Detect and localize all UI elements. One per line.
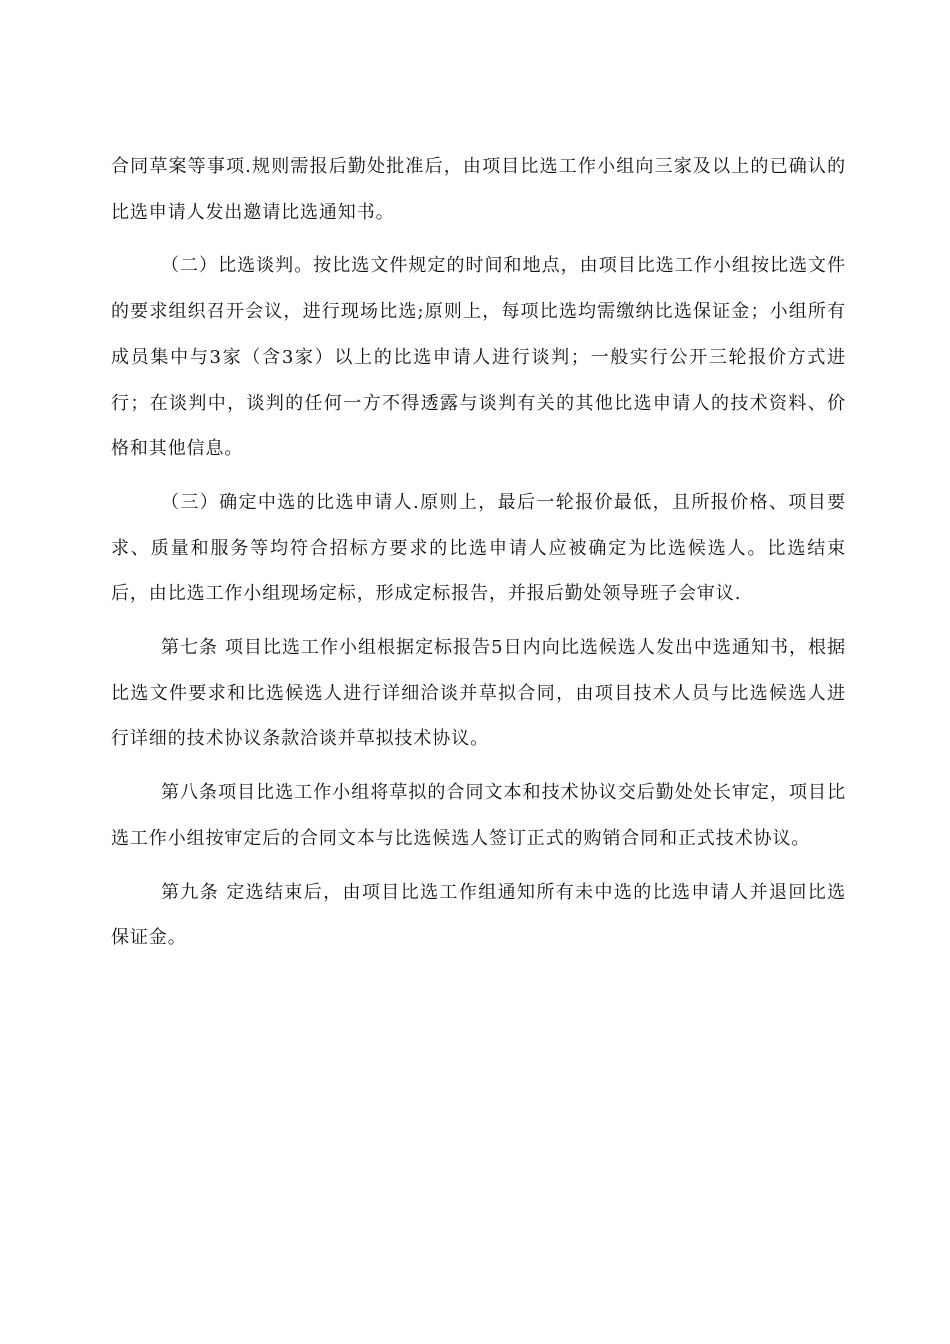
paragraph-article-7: 第七条 项目比选工作小组根据定标报告5日内向比选候选人发出中选通知书，根据比选文件要求和比选候选人进行详细洽谈并草拟合同，由项目技术人员与比选候选人进行详细的技术协议条款洽谈并草拟技术协议。 bbox=[111, 637, 846, 750]
paragraph-continuation: 合同草案等事项.规则需报后勤处批准后，由项目比选工作小组向三家及以上的已确认的比选申请人发出邀请比选通知书。 bbox=[111, 156, 846, 223]
paragraph-comparison-negotiation: （二）比选谈判。按比选文件规定的时间和地点，由项目比选工作小组按比选文件的要求组织召开会议，进行现场比选;原则上，每项比选均需缴纳比选保证金；小组所有成员集中与3家（含3家）以上的比选申请人进行谈判；一般实行公开三轮报价方式进行；在谈判中，谈判的任何一方不得透露与谈判有关的其他比选申请人的技术资料、价格和其他信息。 bbox=[111, 255, 846, 460]
paragraph-determine-selected-applicant: （三）确定中选的比选申请人.原则上，最后一轮报价最低，且所报价格、项目要求、质量和服务等均符合招标方要求的比选申请人应被确定为比选候选人。比选结束后，由比选工作小组现场定标，形成定标报告，并报后勤处领导班子会审议. bbox=[111, 491, 846, 605]
paragraph-article-9: 第九条 定选结束后，由项目比选工作组通知所有未中选的比选申请人并退回比选保证金。 bbox=[111, 881, 846, 949]
paragraph-article-8: 第八条项目比选工作小组将草拟的合同文本和技术协议交后勤处处长审定，项目比选工作小组按审定后的合同文本与比选候选人签订正式的购销合同和正式技术协议。 bbox=[111, 782, 846, 849]
document-body bbox=[111, 144, 846, 969]
